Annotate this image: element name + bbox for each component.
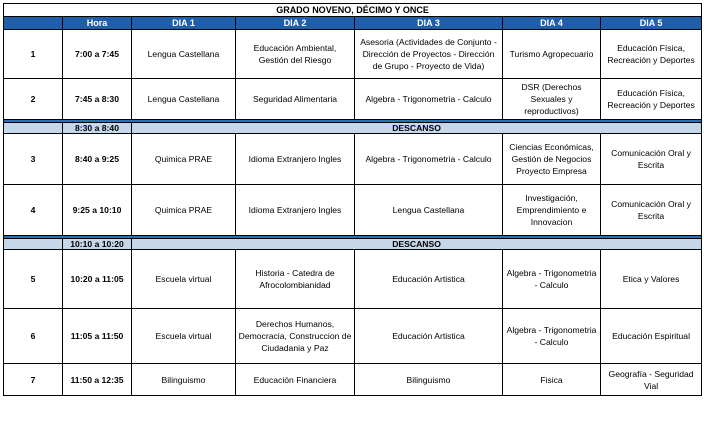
subject-cell: Quimica PRAE [132, 134, 236, 185]
subject-cell: Fisica [503, 364, 601, 396]
header-hora: Hora [63, 17, 132, 30]
subject-cell: Lengua Castellana [355, 185, 503, 236]
subject-cell: Comunicación Oral y Escrita [601, 134, 702, 185]
period-time: 8:40 a 9:25 [63, 134, 132, 185]
period-number: 3 [4, 134, 63, 185]
subject-cell: Educación Ambiental, Gestión del Riesgo [236, 30, 355, 79]
break-row [4, 123, 702, 134]
subject-cell: DSR (Derechos Sexuales y reproductivos) [503, 79, 601, 120]
period-number: 1 [4, 30, 63, 79]
subject-cell: Geografía - Seguridad Vial [601, 364, 702, 396]
period-time: 11:50 a 12:35 [63, 364, 132, 396]
subject-cell: Algebra - Trigonometria - Calculo [355, 79, 503, 120]
title-row [4, 4, 702, 17]
table-row [4, 364, 702, 396]
subject-cell: Educación Artistica [355, 250, 503, 309]
subject-cell: Algebra - Trigonometria - Calculo [503, 250, 601, 309]
break-label: DESCANSO [132, 239, 702, 250]
header-blank [4, 17, 63, 30]
period-time: 7:45 a 8:30 [63, 79, 132, 120]
period-number: 7 [4, 364, 63, 396]
break-time: 8:30 a 8:40 [63, 123, 132, 134]
schedule-title: GRADO NOVENO, DÉCIMO Y ONCE [4, 4, 702, 17]
header-dia-3: DIA 3 [355, 17, 503, 30]
period-number: 4 [4, 185, 63, 236]
subject-cell: Escuela virtual [132, 309, 236, 364]
subject-cell: Seguridad Alimentaria [236, 79, 355, 120]
subject-cell: Historia - Catedra de Afrocolombianidad [236, 250, 355, 309]
subject-cell: Educación Física, Recreación y Deportes [601, 79, 702, 120]
schedule-container [3, 3, 701, 396]
header-dia-2: DIA 2 [236, 17, 355, 30]
header-row [4, 17, 702, 30]
subject-cell: Educación Financiera [236, 364, 355, 396]
subject-cell: Asesoria (Actividades de Conjunto - Dirección de Proyectos - Dirección de Grupo - Proyecto de Vida) [355, 30, 503, 79]
subject-cell: Algebra - Trigonometria - Calculo [503, 309, 601, 364]
header-dia-1: DIA 1 [132, 17, 236, 30]
table-row [4, 79, 702, 120]
subject-cell: Ciencias Económicas, Gestión de Negocios Proyecto Empresa [503, 134, 601, 185]
period-time: 9:25 a 10:10 [63, 185, 132, 236]
subject-cell: Comunicación Oral y Escrita [601, 185, 702, 236]
subject-cell: Quimica PRAE [132, 185, 236, 236]
subject-cell: Bilinguismo [132, 364, 236, 396]
schedule-table [3, 3, 702, 396]
subject-cell: Etica y Valores [601, 250, 702, 309]
subject-cell: Algebra - Trigonometria - Calculo [355, 134, 503, 185]
break-label: DESCANSO [132, 123, 702, 134]
table-row [4, 250, 702, 309]
period-number: 5 [4, 250, 63, 309]
subject-cell: Turismo Agropecuario [503, 30, 601, 79]
subject-cell: Escuela virtual [132, 250, 236, 309]
table-row [4, 185, 702, 236]
break-spacer [4, 123, 63, 134]
period-number: 2 [4, 79, 63, 120]
subject-cell: Educación Física, Recreación y Deportes [601, 30, 702, 79]
period-time: 11:05 a 11:50 [63, 309, 132, 364]
period-number: 6 [4, 309, 63, 364]
subject-cell: Lengua Castellana [132, 79, 236, 120]
header-dia-4: DIA 4 [503, 17, 601, 30]
subject-cell: Bilinguismo [355, 364, 503, 396]
break-row [4, 239, 702, 250]
subject-cell: Derechos Humanos, Democracia, Construccion de Ciudadania y Paz [236, 309, 355, 364]
subject-cell: Investigación, Emprendimiento e Innovacion [503, 185, 601, 236]
break-spacer [4, 239, 63, 250]
subject-cell: Idioma Extranjero Ingles [236, 185, 355, 236]
break-time: 10:10 a 10:20 [63, 239, 132, 250]
subject-cell: Educación Artistica [355, 309, 503, 364]
table-row [4, 134, 702, 185]
table-row [4, 30, 702, 79]
header-dia-5: DIA 5 [601, 17, 702, 30]
table-row [4, 309, 702, 364]
subject-cell: Idioma Extranjero Ingles [236, 134, 355, 185]
period-time: 7:00 a 7:45 [63, 30, 132, 79]
period-time: 10:20 a 11:05 [63, 250, 132, 309]
subject-cell: Educación Espiritual [601, 309, 702, 364]
subject-cell: Lengua Castellana [132, 30, 236, 79]
